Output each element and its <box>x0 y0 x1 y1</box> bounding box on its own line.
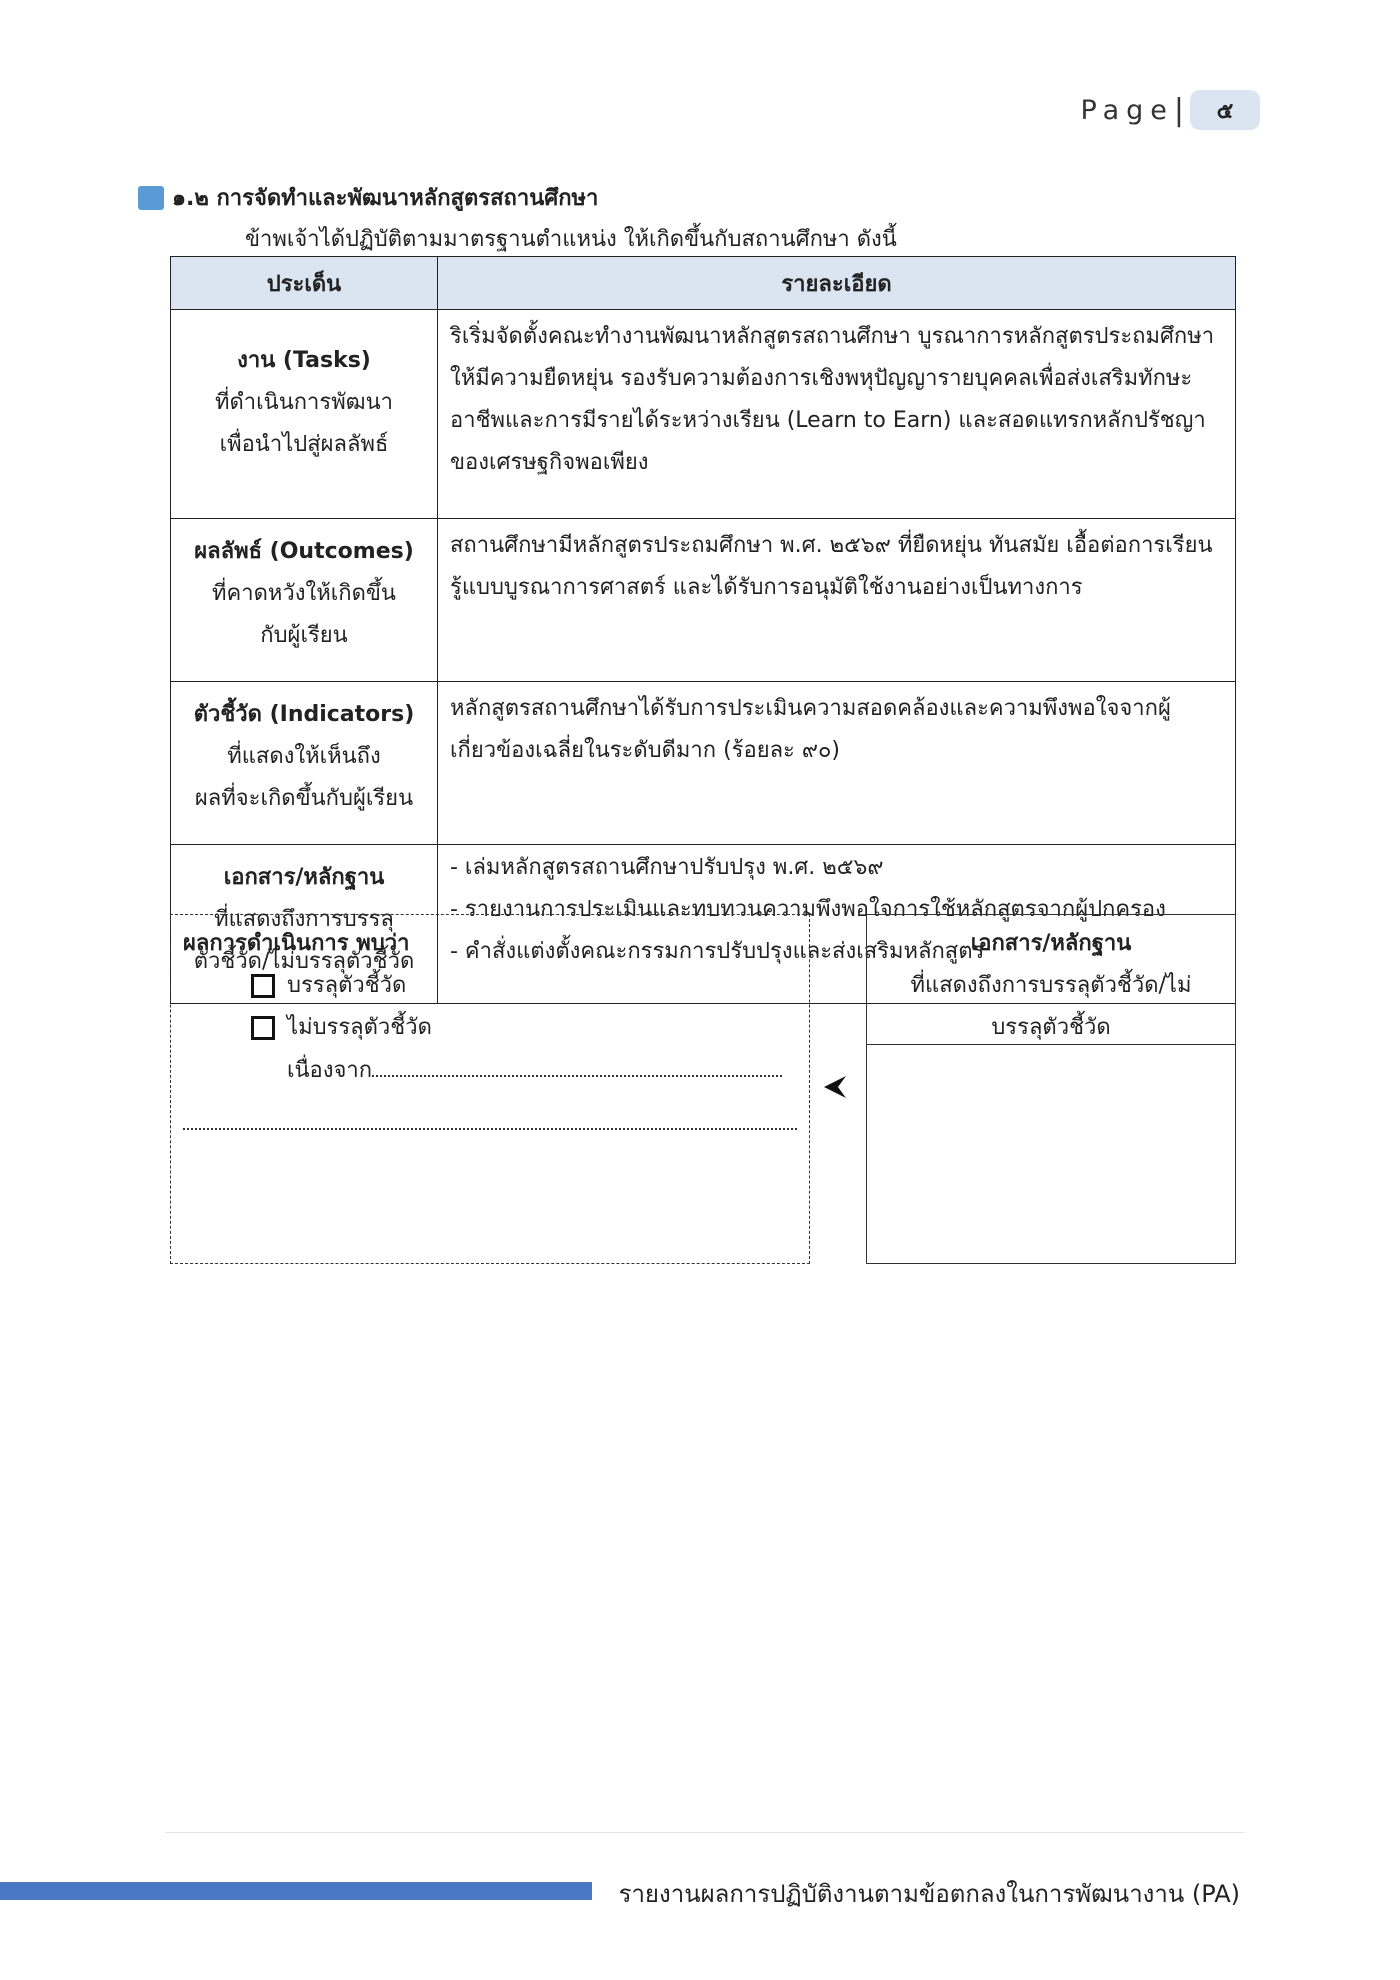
row-label-outcomes <box>171 519 438 682</box>
option-achieved[interactable] <box>251 965 797 1007</box>
label-line: ที่คาดหวังให้เกิดขึ้น <box>212 581 396 606</box>
details-table <box>170 256 1236 1004</box>
evidence-box <box>866 914 1236 1264</box>
row-detail-outcomes: สถานศึกษามีหลักสูตรประถมศึกษา พ.ศ. ๒๕๖๙ ที่ยืดหยุ่น ทันสมัย เอื้อต่อการเรียนรู้แบบบูรณาการศาสตร์ และได้รับการอนุมัติใช้งานอย่างเป็นทางการ <box>438 519 1236 682</box>
result-box <box>170 914 810 1264</box>
evidence-item: - คำสั่งแต่งตั้งคณะกรรมการปรับปรุงและส่งเสริมหลักสูตร <box>450 939 985 964</box>
header-topic: ประเด็น <box>171 257 438 310</box>
table-row <box>171 310 1236 519</box>
row-detail-tasks: ริเริ่มจัดตั้งคณะทำงานพัฒนาหลักสูตรสถานศึกษา บูรณาการหลักสูตรประถมศึกษาให้มีความยืดหยุ่น รองรับความต้องการเชิงพหุปัญญารายบุคคลเพื่อส่งเสริมทักษะอาชีพและการมีรายได้ระหว่างเรียน (Learn to Earn) และสอดแทรกหลักปรัชญาของเศรษฐกิจพอเพียง <box>438 310 1236 519</box>
because-line <box>287 1049 797 1092</box>
label-line: ผลลัพธ์ (Outcomes) <box>194 539 414 564</box>
page-word: Page <box>1080 94 1174 126</box>
label-line: ที่ดำเนินการพัฒนา <box>215 390 393 415</box>
label-line: ที่แสดงให้เห็นถึง <box>227 744 381 769</box>
arrow-left-icon <box>820 1072 850 1102</box>
page-number: ๕ <box>1190 90 1260 130</box>
reason-fill-line[interactable] <box>183 1098 797 1130</box>
because-fill-line[interactable] <box>372 1049 782 1077</box>
label-line: กับผู้เรียน <box>260 623 348 648</box>
option-not-achieved-label: ไม่บรรลุตัวชี้วัด <box>287 1015 432 1040</box>
header-detail: รายละเอียด <box>438 257 1236 310</box>
evidence-area[interactable] <box>867 1045 1235 1263</box>
row-label-tasks <box>171 310 438 519</box>
footer-divider <box>165 1832 1245 1833</box>
label-line: ตัวชี้วัด/ไม่บรรลุตัวชี้วัด <box>193 949 415 974</box>
because-label: เนื่องจาก <box>287 1058 373 1083</box>
row-detail-indicators: หลักสูตรสถานศึกษาได้รับการประเมินความสอดคล้องและความพึงพอใจจากผู้เกี่ยวข้องเฉลี่ยในระดับดีมาก (ร้อยละ ๙๐) <box>438 682 1236 845</box>
option-achieved-label: บรรลุตัวชี้วัด <box>287 973 407 998</box>
table-header-row <box>171 257 1236 310</box>
evidence-subtitle: บรรลุตัวชี้วัด <box>991 1015 1111 1040</box>
option-not-achieved[interactable] <box>251 1007 797 1049</box>
evidence-title: เอกสาร/หลักฐาน <box>970 931 1132 956</box>
evidence-subtitle: ที่แสดงถึงการบรรลุตัวชี้วัด/ไม่ <box>910 973 1192 998</box>
label-line: ตัวชี้วัด (Indicators) <box>193 702 415 727</box>
section-intro: ข้าพเจ้าได้ปฏิบัติตามมาตรฐานตำแหน่ง ให้เกิดขึ้นกับสถานศึกษา ดังนี้ <box>245 227 897 252</box>
section-heading <box>138 180 598 215</box>
label-line: ผลที่จะเกิดขึ้นกับผู้เรียน <box>194 786 414 811</box>
evidence-item: - รายงานการประเมินและทบทวนความพึงพอใจการใช้หลักสูตรจากผู้ปกครอง <box>450 897 1166 922</box>
label-line: ที่แสดงถึงการบรรลุ <box>214 907 394 932</box>
table-row <box>171 519 1236 682</box>
page-separator: | <box>1173 92 1184 128</box>
label-line: งาน (Tasks) <box>237 348 371 373</box>
label-line: เพื่อนำไปสู่ผลลัพธ์ <box>219 432 389 457</box>
evidence-header <box>867 915 1235 1045</box>
result-title: ผลการดำเนินการ พบว่า <box>183 931 410 956</box>
row-label-indicators <box>171 682 438 845</box>
checkbox-achieved[interactable] <box>251 974 275 998</box>
evidence-item: - เล่มหลักสูตรสถานศึกษาปรับปรุง พ.ศ. ๒๕๖๙ <box>450 855 884 880</box>
checkbox-not-achieved[interactable] <box>251 1016 275 1040</box>
footer-text: รายงานผลการปฏิบัติงานตามข้อตกลงในการพัฒนางาน (PA) <box>618 1880 1240 1908</box>
square-bullet-icon <box>138 186 164 210</box>
table-row <box>171 682 1236 845</box>
section-title: ๑.๒ การจัดทำและพัฒนาหลักสูตรสถานศึกษา <box>172 186 599 211</box>
label-line: เอกสาร/หลักฐาน <box>223 865 385 890</box>
page-header <box>1081 90 1260 130</box>
footer-bar <box>0 1882 592 1900</box>
